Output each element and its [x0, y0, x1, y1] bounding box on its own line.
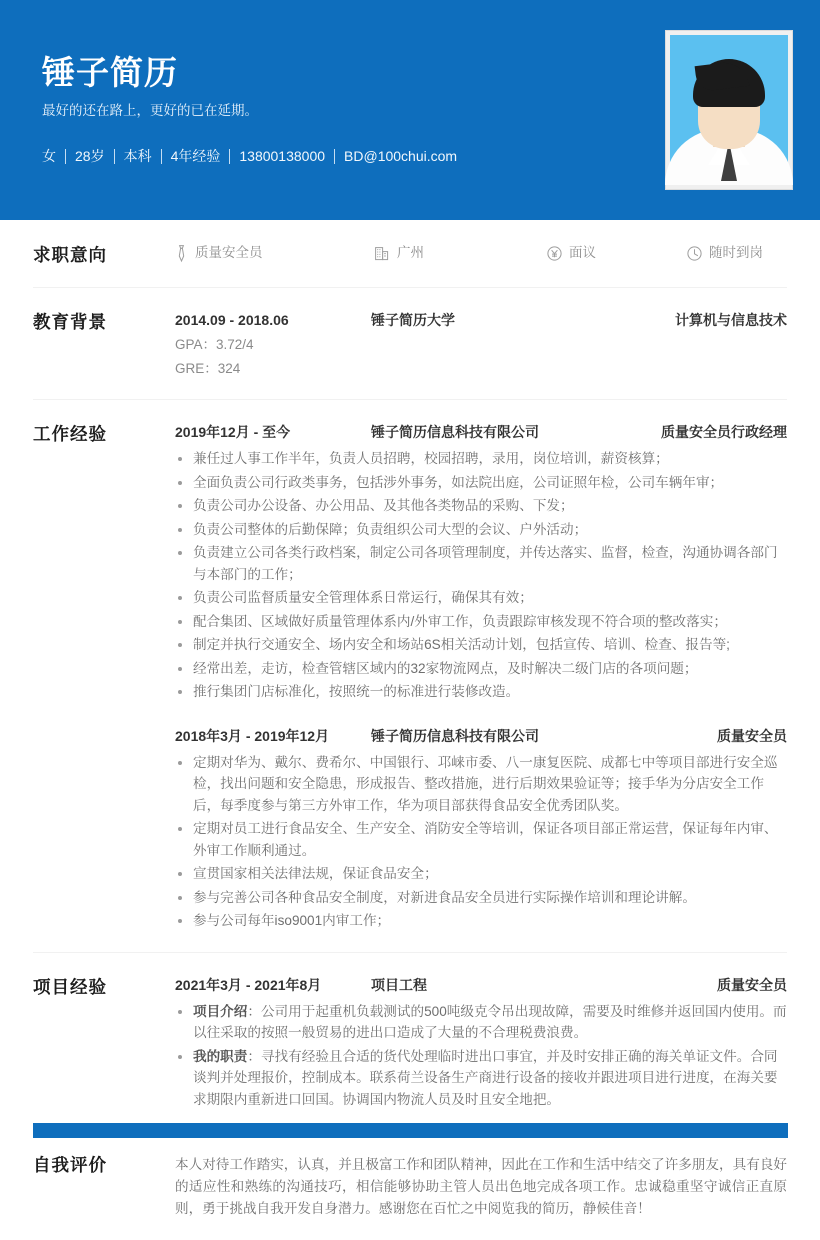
intention-city-label: 广州 [397, 245, 424, 260]
section-title-education: 教育背景 [33, 312, 107, 332]
project-date: 2021年3月 - 2021年8月 [175, 976, 322, 993]
meta-phone: 13800138000 [239, 148, 326, 164]
page-title: 锤子简历 [42, 54, 178, 91]
work-role: 质量安全员 [717, 727, 787, 744]
intention-salary [547, 244, 687, 262]
list-item: 定期对员工进行食品安全、生产安全、消防安全等培训，保证各项目部正常运营，保证每年内审、外审工作顺利通过。 [175, 818, 787, 861]
project-name: 项目工程 [371, 976, 427, 993]
list-item: 参与公司每年iso9001内审工作； [175, 910, 787, 932]
section-title-self-evaluation: 自我评价 [33, 1155, 107, 1175]
meta-experience: 4年经验 [170, 148, 221, 164]
intention-city [375, 244, 547, 262]
project-detail-list [175, 1001, 787, 1111]
work-duty-list [175, 448, 787, 703]
project-intro-text: ：公司用于起重机负载测试的500吨级克令吊出现故障，需要及时维修并返回国内使用。而以往采取的按照一般贸易的进出口造成了大量的不合理税费浪费。 [193, 1003, 787, 1040]
education-entry-header [175, 309, 787, 331]
list-item: 推行集团门店标准化，按照统一的标准进行装修改造。 [175, 681, 787, 703]
meta-gender: 女 [42, 148, 56, 164]
list-item: 负责公司整体的后勤保障；负责组织公司大型的会议、户外活动； [175, 519, 787, 541]
header-slogan: 最好的还在路上，更好的已在延期。 [42, 103, 258, 118]
education-gre: GRE：324 [175, 361, 241, 376]
section-education [0, 287, 820, 399]
section-work-experience [0, 399, 820, 952]
section-title-job-intention: 求职意向 [33, 245, 107, 265]
contact-meta-line [42, 146, 602, 166]
meta-degree: 本科 [123, 148, 152, 164]
list-item: 配合集团、区域做好质量管理体系内/外审工作，负责跟踪审核发现不符合项的整改落实； [175, 611, 787, 633]
work-date: 2018年3月 - 2019年12月 [175, 727, 330, 744]
list-item: 负责公司监督质量安全管理体系日常运行，确保其有效； [175, 587, 787, 609]
meta-age: 28岁 [75, 148, 105, 164]
section-self-evaluation [0, 1130, 820, 1240]
project-intro-label: 项目介绍 [193, 1003, 248, 1019]
work-company: 锤子简历信息科技有限公司 [371, 424, 539, 440]
meta-email: BD@100chui.com [344, 148, 458, 164]
list-item [175, 1001, 787, 1044]
header-text-block [42, 52, 602, 166]
clock-icon [687, 246, 702, 261]
work-duty-list [175, 752, 787, 932]
list-item: 兼任过人事工作半年，负责人员招聘，校园招聘，录用，岗位培训，薪资核算； [175, 448, 787, 470]
meta-divider [161, 149, 162, 164]
section-title-work-experience: 工作经验 [33, 424, 107, 444]
intention-position [175, 244, 375, 262]
list-item: 制定并执行交通安全、场内安全和场站6S相关活动计划，包括宣传、培训、检查、报告等; [175, 634, 787, 656]
project-role: 质量安全员 [717, 976, 787, 993]
work-role: 质量安全员行政经理 [661, 424, 787, 440]
list-item: 宣贯国家相关法律法规，保证食品安全； [175, 863, 787, 885]
resume-header [0, 0, 820, 220]
project-duty-text: ：寻找有经验且合适的货代处理临时进出口事宜，并及时安排正确的海关单证文件。合同谈判并处理报价，控制成本。联系荷兰设备生产商进行设备的接收并跟进项目进行进度，在海关要求期限内重新进口回国。协调国内物流人员及时且安全地把。 [193, 1048, 778, 1107]
project-entry [175, 974, 787, 1111]
list-item: 经常出差，走访，检查管辖区域内的32家物流网点，及时解决二级门店的各项问题； [175, 658, 787, 680]
education-gpa: GPA：3.72/4 [175, 337, 254, 352]
intention-salary-label: 面议 [569, 245, 596, 260]
work-entry [175, 725, 787, 932]
resume-body [0, 220, 820, 1240]
job-intention-row [175, 242, 787, 262]
project-duty-label: 我的职责 [193, 1048, 248, 1064]
work-entry-header [175, 421, 787, 443]
education-date: 2014.09 - 2018.06 [175, 312, 289, 328]
project-entry-header [175, 974, 787, 996]
education-entry [175, 309, 787, 379]
intention-availability [687, 244, 763, 262]
intention-position-label: 质量安全员 [195, 245, 263, 260]
list-item: 全面负责公司行政类事务，包括涉外事务，如法院出庭，公司证照年检，公司车辆年审； [175, 472, 787, 494]
list-item: 负责建立公司各类行政档案，制定公司各项管理制度，并传达落实、监督，检查，沟通协调各部门与本部门的工作； [175, 542, 787, 585]
education-major: 计算机与信息技术 [675, 312, 787, 328]
work-entry-header [175, 725, 787, 747]
meta-divider [114, 149, 115, 164]
avatar-frame [665, 30, 793, 190]
meta-divider [65, 149, 66, 164]
list-item: 参与完善公司各种食品安全制度，对新进食品安全员进行实际操作培训和理论讲解。 [175, 887, 787, 909]
section-project-experience [0, 952, 820, 1131]
work-entry [175, 421, 787, 703]
building-icon [375, 246, 390, 261]
work-company: 锤子简历信息科技有限公司 [371, 727, 539, 744]
yen-circle-icon [547, 246, 562, 261]
meta-divider [334, 149, 335, 164]
work-date: 2019年12月 - 至今 [175, 424, 291, 440]
list-item: 定期对华为、戴尔、费希尔、中国银行、邛崃市委、八一康复医院、成都七中等项目部进行安全巡检，找出问题和安全隐患，形成报告、整改措施，进行后期效果验证等；接手华为分店安全工作后，每季度参与第三方外审工作，华为项目部获得食品安全优秀团队奖。 [175, 752, 787, 817]
meta-divider [229, 149, 230, 164]
self-evaluation-text: 本人对待工作踏实，认真，并且极富工作和团队精神，因此在工作和生活中结交了许多朋友，具有良好的适应性和熟练的沟通技巧，相信能够协助主管人员出色地完成各项工作。忠诚稳重坚守诚信正直原则，勇于挑战自我开发自身潜力。感谢您在百忙之中阅览我的简历，静候佳音！ [175, 1157, 787, 1216]
list-item [175, 1046, 787, 1111]
list-item: 负责公司办公设备、办公用品、及其他各类物品的采购、下发； [175, 495, 787, 517]
section-job-intention [0, 220, 820, 287]
section-title-project-experience: 项目经验 [33, 976, 107, 997]
avatar [670, 35, 788, 185]
necktie-icon [175, 245, 188, 262]
footer-accent-bar [33, 1123, 788, 1138]
intention-availability-label: 随时到岗 [709, 245, 763, 260]
education-school: 锤子简历大学 [371, 312, 455, 328]
